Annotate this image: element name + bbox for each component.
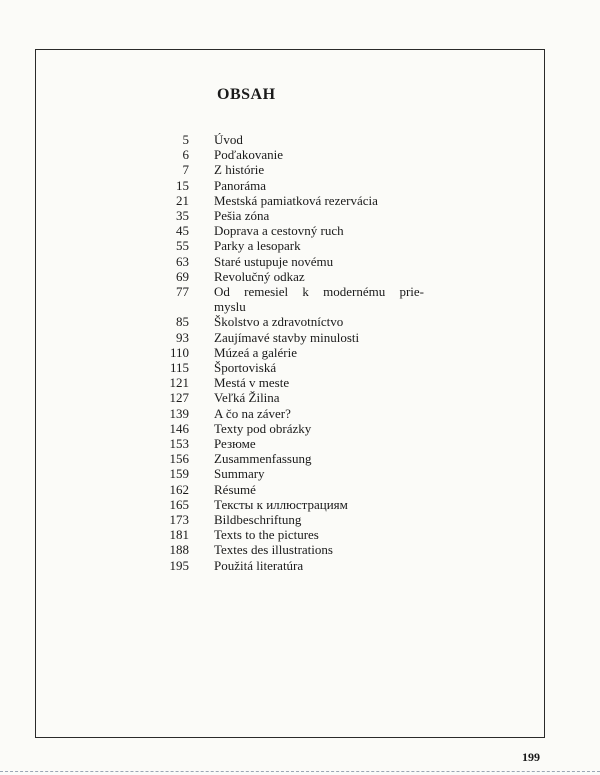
toc-title: Doprava a cestovný ruch xyxy=(214,223,344,239)
toc-title: Panoráma xyxy=(214,177,266,193)
toc-page-number: 146 xyxy=(169,420,189,436)
toc-title: Резюме xyxy=(214,436,256,452)
toc-title: Texts to the pictures xyxy=(214,527,319,543)
toc-page-number: 55 xyxy=(176,238,189,254)
toc-title: Texty pod obrázky xyxy=(214,420,312,436)
toc-entry xyxy=(150,497,424,512)
toc-title: Veľká Žilina xyxy=(214,390,280,406)
toc-entry xyxy=(150,284,424,314)
toc-entry xyxy=(150,390,424,405)
toc-page-number: 159 xyxy=(169,466,189,482)
toc-entry xyxy=(150,482,424,497)
toc-entry xyxy=(150,254,424,269)
toc-page-number: 6 xyxy=(182,147,189,163)
toc-entry xyxy=(150,314,424,329)
toc-page-number: 173 xyxy=(169,512,189,528)
toc-page-number: 7 xyxy=(182,162,189,178)
toc-entry xyxy=(150,466,424,481)
toc-entry xyxy=(150,223,424,238)
toc-title-line: Od remesiel k modernému prie- xyxy=(214,284,424,300)
toc-page-number: 5 xyxy=(182,132,189,147)
toc-page-number: 85 xyxy=(176,314,189,330)
toc-page-number: 188 xyxy=(169,542,189,558)
toc-entry xyxy=(150,178,424,193)
toc-title: Résumé xyxy=(214,481,256,497)
toc-title: Parky a lesopark xyxy=(214,238,301,254)
toc-page-number: 45 xyxy=(176,223,189,239)
toc-page-number: 35 xyxy=(176,208,189,224)
toc-title: Z histórie xyxy=(214,162,265,178)
toc-entry xyxy=(150,436,424,451)
toc-entry xyxy=(150,558,424,573)
toc-page-number: 121 xyxy=(169,375,189,391)
toc-page-number: 115 xyxy=(169,360,189,376)
toc-page-number: 93 xyxy=(176,329,189,345)
toc-entry xyxy=(150,132,424,147)
toc-entry xyxy=(150,147,424,162)
toc-page-number: 110 xyxy=(169,344,189,360)
toc-page-number: 21 xyxy=(176,192,189,208)
toc-title xyxy=(214,284,424,314)
toc-title: A čo na záver? xyxy=(214,405,291,421)
toc-title: Úvod xyxy=(214,132,243,147)
toc-page-number: 77 xyxy=(176,284,189,300)
toc-entry xyxy=(150,162,424,177)
toc-page-number: 69 xyxy=(176,268,189,284)
toc-entry xyxy=(150,451,424,466)
toc-page-number: 165 xyxy=(169,496,189,512)
toc-page-number: 139 xyxy=(169,405,189,421)
toc-title: Summary xyxy=(214,466,265,482)
toc-page-number: 127 xyxy=(169,390,189,406)
toc-page-number: 63 xyxy=(176,253,189,269)
toc-entry xyxy=(150,208,424,223)
table-of-contents xyxy=(150,132,424,573)
toc-page-number: 162 xyxy=(169,481,189,497)
toc-entry xyxy=(150,542,424,557)
toc-title: Mestská pamiatková rezervácia xyxy=(214,192,378,208)
toc-title: Použitá literatúra xyxy=(214,557,304,573)
scan-edge xyxy=(0,771,600,772)
toc-title: Тексты к иллюстрациям xyxy=(214,496,348,512)
toc-entry xyxy=(150,375,424,390)
toc-title: Staré ustupuje novému xyxy=(214,253,334,269)
toc-entry xyxy=(150,360,424,375)
toc-entry xyxy=(150,421,424,436)
toc-title: Poďakovanie xyxy=(214,147,284,163)
toc-title: Múzeá a galérie xyxy=(214,344,298,360)
toc-page-number: 153 xyxy=(169,436,189,452)
toc-entry xyxy=(150,527,424,542)
toc-page-number: 15 xyxy=(176,177,189,193)
toc-page-number: 195 xyxy=(169,557,189,573)
page-number: 199 xyxy=(522,750,540,764)
toc-page-number: 181 xyxy=(169,527,189,543)
toc-entry xyxy=(150,269,424,284)
toc-entry xyxy=(150,193,424,208)
page-title: OBSAH xyxy=(217,86,276,103)
toc-entry xyxy=(150,512,424,527)
toc-entry xyxy=(150,330,424,345)
toc-page-number: 156 xyxy=(169,451,189,467)
toc-title: Školstvo a zdravotníctvo xyxy=(214,314,344,330)
toc-entry xyxy=(150,406,424,421)
toc-title: Zusammenfassung xyxy=(214,451,312,467)
toc-title: Textes des illustrations xyxy=(214,542,333,558)
toc-title: Športoviská xyxy=(214,360,277,376)
toc-title: Bildbeschriftung xyxy=(214,512,302,528)
toc-title: Pešia zóna xyxy=(214,208,270,224)
toc-entry xyxy=(150,238,424,253)
toc-title-continuation: myslu xyxy=(214,299,246,315)
toc-title: Mestá v meste xyxy=(214,375,290,391)
toc-title: Zaujímavé stavby minulosti xyxy=(214,329,360,345)
toc-title: Revolučný odkaz xyxy=(214,268,305,284)
toc-entry xyxy=(150,345,424,360)
